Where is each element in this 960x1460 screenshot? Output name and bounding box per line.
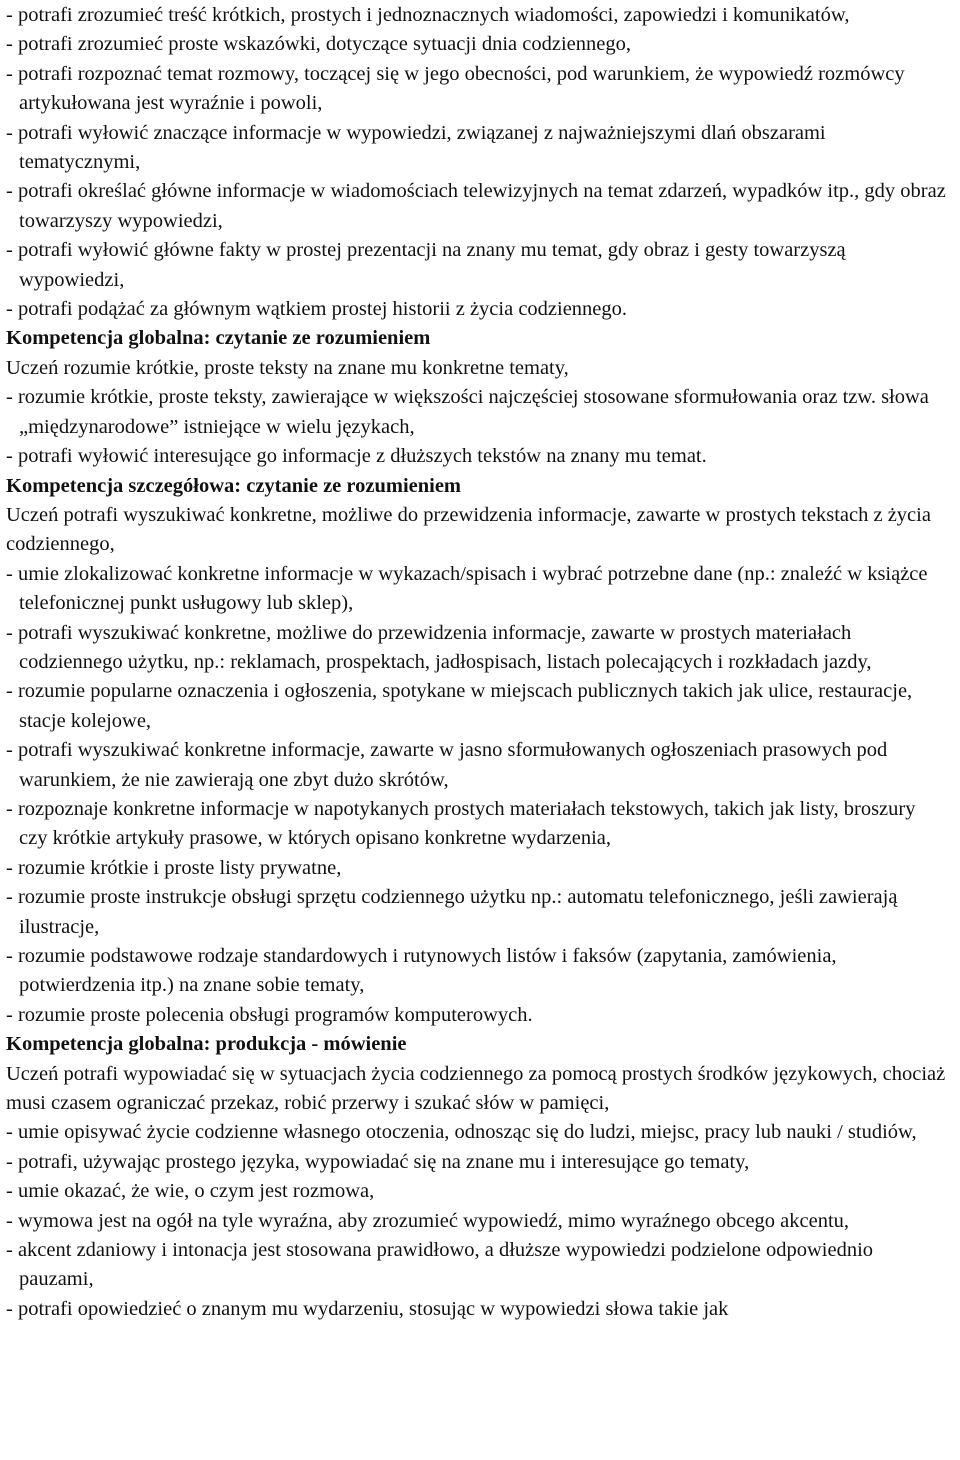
list-item: - umie zlokalizować konkretne informacje w wykazach/spisach i wybrać potrzebne dane (np.: znaleźć w książce telefonicznej punkt usługowy lub sklep),	[6, 562, 928, 615]
list-item: - umie okazać, że wie, o czym jest rozmowa,	[6, 1180, 375, 1203]
section-reading-detailed	[6, 472, 948, 1031]
section-heading: Kompetencja szczegółowa: czytanie ze rozumieniem	[6, 474, 462, 497]
list-item: - potrafi podążać za głównym wątkiem prostej historii z życia codziennego.	[6, 298, 628, 321]
list-item: - akcent zdaniowy i intonacja jest stosowana prawidłowo, a dłuższe wypowiedzi podzielone odpowiednio pauzami,	[6, 1239, 874, 1291]
list-item: - rozumie krótkie i proste listy prywatne,	[6, 856, 342, 879]
list-item: - potrafi rozpoznać temat rozmowy, toczącej się w jego obecności, pod warunkiem, że wypowiedź rozmówcy artykułowana jest wyraźnie i powoli,	[6, 62, 905, 115]
list-item: - rozumie proste polecenia obsługi programów komputerowych.	[6, 1003, 533, 1026]
list-item: - potrafi wyłowić interesujące go informacje z dłuższych tekstów na znany mu temat.	[6, 445, 707, 468]
list-item: - rozumie popularne oznaczenia i ogłoszenia, spotykane w miejscach publicznych takich jak ulice, restauracje, stacje kolejowe,	[6, 680, 913, 732]
list-item: - rozpoznaje konkretne informacje w napotykanych prostych materiałach tekstowych, takich jak listy, broszury czy krótkie artykuły prasowe, w których opisano konkretne wydarzenia,	[6, 797, 916, 850]
section-reading-global	[6, 324, 948, 471]
list-item: - potrafi opowiedzieć o znanym mu wydarzeniu, stosując w wypowiedzi słowa takie jak	[6, 1297, 729, 1320]
list-item: - potrafi zrozumieć proste wskazówki, dotyczące sytuacji dnia codziennego,	[6, 33, 631, 56]
section-speaking-global	[6, 1030, 948, 1324]
list-item: - rozumie proste instrukcje obsługi sprzętu codziennego użytku np.: automatu telefonicznego, jeśli zawierają ilustracje,	[6, 886, 898, 938]
list-item: - potrafi wyszukiwać konkretne, możliwe do przewidzenia informacje, zawarte w prostych materiałach codziennego użytku, np.: reklamach, prospektach, jadłospisach, listach polecających i rozkładach jazdy,	[6, 621, 872, 673]
list-item: - potrafi wyłowić znaczące informacje w wypowiedzi, związanej z najważniejszymi dlań obszarami tematycznymi,	[6, 121, 826, 174]
section-listening	[6, 1, 948, 324]
section-heading: Kompetencja globalna: produkcja - mówienie	[6, 1033, 407, 1056]
list-item: - potrafi, używając prostego języka, wypowiadać się na znane mu i interesujące go tematy,	[6, 1150, 750, 1173]
list-item: - umie opisywać życie codzienne własnego otoczenia, odnosząc się do ludzi, miejsc, pracy lub nauki / studiów,	[6, 1121, 917, 1144]
list-item: - potrafi wyszukiwać konkretne informacje, zawarte w jasno sformułowanych ogłoszeniach prasowych pod warunkiem, że nie zawierają one zbyt dużo skrótów,	[6, 739, 888, 791]
list-item: - rozumie podstawowe rodzaje standardowych i rutynowych listów i faksów (zapytania, zamówienia, potwierdzenia itp.) na znane sobie tematy,	[6, 945, 837, 997]
section-intro: Uczeń rozumie krótkie, proste teksty na znane mu konkretne tematy,	[6, 356, 569, 379]
list-item: - potrafi wyłowić główne fakty w prostej prezentacji na znany mu temat, gdy obraz i gesty towarzyszą wypowiedzi,	[6, 239, 846, 291]
list-item: - wymowa jest na ogół na tyle wyraźna, aby zrozumieć wypowiedź, mimo wyraźnego obcego akcentu,	[6, 1209, 850, 1232]
list-item: - potrafi określać główne informacje w wiadomościach telewizyjnych na temat zdarzeń, wypadków itp., gdy obraz towarzyszy wypowiedzi,	[6, 180, 946, 232]
section-heading: Kompetencja globalna: czytanie ze rozumieniem	[6, 327, 431, 350]
section-intro: Uczeń potrafi wyszukiwać konkretne, możliwe do przewidzenia informacje, zawarte w prostych tekstach z życia codziennego,	[6, 503, 931, 556]
list-item: - potrafi zrozumieć treść krótkich, prostych i jednoznacznych wiadomości, zapowiedzi i komunikatów,	[6, 4, 850, 26]
section-intro: Uczeń potrafi wypowiadać się w sytuacjach życia codziennego za pomocą prostych środków językowych, chociaż musi czasem ograniczać przekaz, robić przerwy i szukać słów w pamięci,	[6, 1062, 946, 1115]
list-item: - rozumie krótkie, proste teksty, zawierające w większości najczęściej stosowane sformułowania oraz tzw. słowa „międzynarodowe” istniejące w wielu językach,	[6, 386, 929, 438]
